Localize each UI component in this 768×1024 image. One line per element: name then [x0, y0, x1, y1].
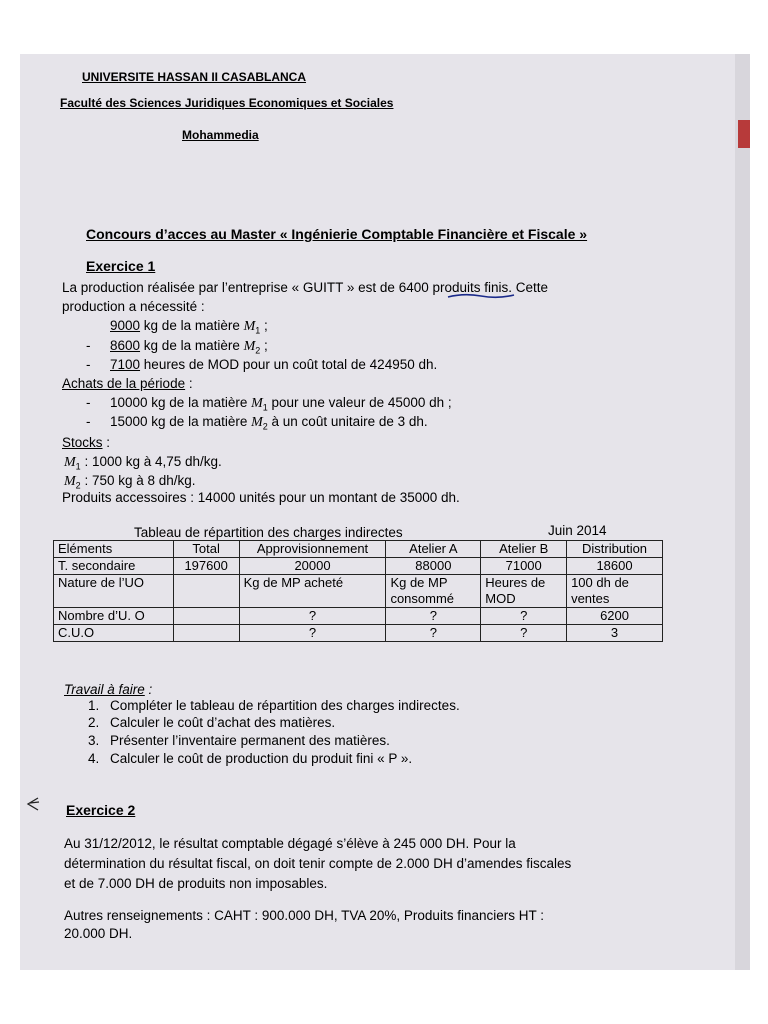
purchases-heading-text: Achats de la période: [62, 376, 186, 391]
table-row: [54, 625, 663, 642]
stock-item: [64, 473, 196, 491]
table-cell: Kg de MP consommé: [386, 575, 481, 608]
stock-text: : 750 kg à 8 dh/kg.: [80, 473, 196, 488]
table-cell: 71000: [481, 558, 567, 575]
exercise-2-heading: Exercice 2: [66, 802, 136, 818]
need-item: - 8600 kg de la matière $M_2$ ;: [86, 338, 268, 356]
city-name: Mohammedia: [182, 128, 259, 142]
handwritten-underline: [446, 291, 516, 301]
need-text: heures de MOD pour un coût total de 424950 dh.: [140, 357, 438, 372]
work-heading: [64, 682, 152, 697]
material-index: 1: [262, 402, 268, 413]
table-cell: ?: [239, 625, 386, 642]
task-number: 2.: [88, 715, 100, 730]
task-text: Présenter l’inventaire permanent des matières.: [110, 733, 390, 748]
table-header-row: [54, 541, 663, 558]
material-symbol: M: [243, 339, 256, 354]
purchase-item: - 15000 kg de la matière $M_2$ à un coût unitaire de 3 dh.: [86, 414, 428, 432]
need-quantity: 7100: [110, 357, 141, 372]
material-symbol: M: [251, 396, 263, 411]
material-index: 1: [75, 461, 81, 472]
task-item: [88, 715, 335, 730]
table-header-cell: Approvisionnement: [239, 541, 386, 558]
table-cell: [173, 608, 239, 625]
need-quantity: 9000: [110, 318, 141, 333]
material-index: 2: [75, 480, 81, 491]
table-cell: [173, 625, 239, 642]
table-header-cell: Total: [173, 541, 239, 558]
table-row: [54, 558, 663, 575]
task-number: 4.: [88, 751, 100, 766]
material-index: 2: [262, 421, 268, 432]
stocks-heading-text: Stocks: [62, 435, 103, 450]
stock-text: : 1000 kg à 4,75 dh/kg.: [80, 454, 222, 469]
material-symbol: M: [243, 319, 256, 334]
need-item: - 7100 heures de MOD pour un coût total de 424950 dh.: [86, 357, 438, 372]
purchase-text-b: à un coût unitaire de 3 dh.: [267, 414, 428, 429]
task-number: 3.: [88, 733, 100, 748]
need-end: ;: [260, 338, 268, 353]
stocks-colon: :: [102, 435, 111, 450]
table-header-cell: Atelier B: [481, 541, 567, 558]
need-quantity: 8600: [110, 338, 141, 353]
exercise-2-paragraph-line: et de 7.000 DH de produits non imposables.: [64, 876, 328, 891]
table-cell: 3: [567, 625, 663, 642]
document-page: [20, 54, 750, 970]
task-text: Compléter le tableau de répartition des charges indirectes.: [110, 698, 460, 713]
table-cell: 18600: [567, 558, 663, 575]
table-cell: ?: [481, 608, 567, 625]
table-cell: ?: [481, 625, 567, 642]
work-heading-text: Travail à faire: [64, 682, 145, 697]
need-end: ;: [260, 318, 268, 333]
table-cell: C.U.O: [54, 625, 174, 642]
intro-text-b: produits finis. Cette: [428, 280, 549, 295]
table-date: Juin 2014: [548, 523, 607, 538]
table-cell: ?: [239, 608, 386, 625]
faculty-name: Faculté des Sciences Juridiques Economiques et Sociales: [60, 96, 394, 110]
table-cell: 6200: [567, 608, 663, 625]
stock-item: [64, 454, 222, 472]
table-header-cell: Distribution: [567, 541, 663, 558]
need-text: kg de la matière: [140, 338, 244, 353]
contest-title: Concours d’acces au Master « Ingénierie Comptable Financière et Fiscale »: [86, 226, 588, 242]
background-red-object: [738, 120, 750, 148]
intro-text-a: La production réalisée par l’entreprise « GUITT » est de: [62, 280, 399, 295]
material-symbol: M: [64, 455, 76, 470]
exercise-2-paragraph-line: Au 31/12/2012, le résultat comptable dégagé s’élève à 245 000 DH. Pour la: [64, 836, 516, 851]
table-header-cell: Atelier A: [386, 541, 481, 558]
table-cell: 197600: [173, 558, 239, 575]
task-text: Calculer le coût de production du produit fini « P ».: [110, 751, 413, 766]
purchase-text-a: 10000 kg de la matière: [110, 395, 252, 410]
table-cell: Nature de l’UO: [54, 575, 174, 608]
table-cell: 100 dh de ventes: [567, 575, 663, 608]
university-name: UNIVERSITE HASSAN II CASABLANCA: [82, 70, 307, 84]
purchase-text-a: 15000 kg de la matière: [110, 414, 252, 429]
handwritten-mark-icon: [24, 796, 42, 812]
task-text: Calculer le coût d’achat des matières.: [110, 715, 336, 730]
stocks-heading: [62, 435, 110, 450]
table-cell: 88000: [386, 558, 481, 575]
task-item: [88, 751, 412, 766]
table-title: Tableau de répartition des charges indirectes: [134, 525, 403, 540]
table-cell: T. secondaire: [54, 558, 174, 575]
purchases-heading: [62, 376, 193, 391]
table-cell: ?: [386, 625, 481, 642]
intro-quantity: 6400: [398, 280, 429, 295]
exercise-2-info-line: 20.000 DH.: [64, 926, 133, 941]
purchase-item: - 10000 kg de la matière $M_1$ pour une valeur de 45000 dh ;: [86, 395, 452, 413]
purchases-colon: :: [185, 376, 193, 391]
table-cell: 20000: [239, 558, 386, 575]
table-cell: Kg de MP acheté: [239, 575, 386, 608]
table-row: [54, 575, 663, 608]
task-item: [88, 733, 390, 748]
material-symbol: M: [64, 474, 76, 489]
table-cell: [173, 575, 239, 608]
work-colon: :: [144, 682, 153, 697]
exercise-2-info-line: Autres renseignements : CAHT : 900.000 DH, TVA 20%, Produits financiers HT :: [64, 908, 544, 923]
task-number: 1.: [88, 698, 100, 713]
purchase-text-b: pour une valeur de 45000 dh ;: [267, 395, 452, 410]
table-row: [54, 608, 663, 625]
exercise-2-paragraph-line: détermination du résultat fiscal, on doit tenir compte de 2.000 DH d’amendes fiscales: [64, 856, 572, 871]
need-item: [110, 318, 268, 336]
byproducts-line: Produits accessoires : 14000 unités pour un montant de 35000 dh.: [62, 490, 460, 505]
exercise-1-intro-line-2: production a nécessité :: [62, 299, 205, 314]
table-cell: Heures de MOD: [481, 575, 567, 608]
charges-table: [53, 540, 663, 642]
need-text: kg de la matière: [140, 318, 244, 333]
exercise-1-heading: Exercice 1: [86, 258, 156, 274]
task-item: [88, 698, 460, 713]
table-header-cell: Eléments: [54, 541, 174, 558]
page-edge: [735, 54, 750, 970]
material-index: 2: [255, 345, 261, 356]
table-cell: Nombre d’U. O: [54, 608, 174, 625]
material-index: 1: [255, 325, 261, 336]
material-symbol: M: [251, 415, 263, 430]
table-cell: ?: [386, 608, 481, 625]
